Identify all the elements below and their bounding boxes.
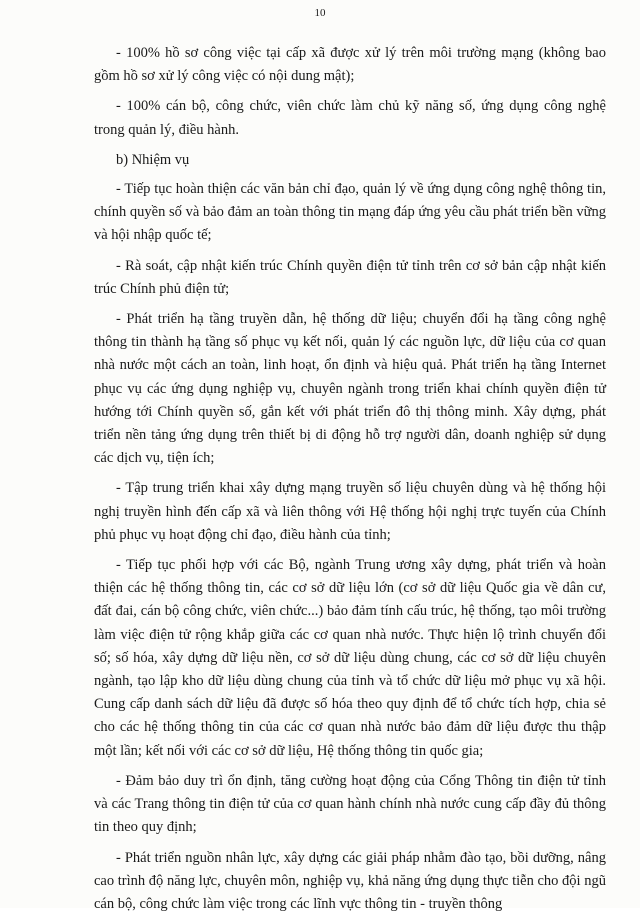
document-body	[94, 42, 606, 923]
paragraph-task-portal: - Đảm bảo duy trì ổn định, tăng cường hoạt động của Cổng Thông tin điện tử tỉnh và các Trang thông tin điện tử của cơ quan hành chính nhà nước cung cấp đầy đủ thông tin theo quy định;	[94, 772, 606, 836]
paragraph-task-databases: - Tiếp tục phối hợp với các Bộ, ngành Trung ương xây dựng, phát triển và hoàn thiện các hệ thống thông tin, các cơ sở dữ liệu lớn (cơ sở dữ liệu Quốc gia về dân cư, đất đai, cán bộ công chức, viên chức...) bảo đảm tính cấu trúc, hệ thống, tạo môi trường làm việc điện tử rộng khắp giữa các cơ quan nhà nước. Thực hiện lộ trình chuyển đổi số; số hóa, xây dựng dữ liệu nền, cơ sở dữ liệu dùng chung, các cơ sở dữ liệu chuyên ngành, tạo lập kho dữ liệu dùng chung của tỉnh và tổ chức dữ liệu mở phục vụ xã hội. Cung cấp danh sách dữ liệu đã được số hóa theo quy định để tổ chức tích hợp, chia sẻ cho các hệ thống thông tin của các cơ quan nhà nước bảo đảm dữ liệu được thu thập một lần; kết nối với các cơ sở dữ liệu, Hệ thống thông tin quốc gia;	[94, 557, 606, 759]
paragraph-task-data-network: - Tập trung triển khai xây dựng mạng truyền số liệu chuyên dùng và hệ thống hội nghị truyền hình đến cấp xã và liên thông với Hệ thống hội nghị trực tuyến của Chính phủ phục vụ hoạt động chỉ đạo, điều hành của tỉnh;	[94, 480, 606, 543]
section-heading-tasks: b) Nhiệm vụ	[116, 151, 190, 168]
paragraph-target-digital-skills: - 100% cán bộ, công chức, viên chức làm chủ kỹ năng số, ứng dụng công nghệ trong quản lý, điều hành.	[94, 98, 606, 138]
paragraph-task-legal-documents: - Tiếp tục hoàn thiện các văn bản chỉ đạo, quản lý về ứng dụng công nghệ thông tin, chính quyền số và bảo đảm an toàn thông tin mạng đáp ứng yêu cầu phát triển bền vững và hội nhập quốc tế;	[94, 181, 606, 244]
paragraph-task-human-resources: - Phát triển nguồn nhân lực, xây dựng các giải pháp nhằm đào tạo, bồi dưỡng, nâng cao trình độ năng lực, chuyên môn, nghiệp vụ, khả năng ứng dụng thực tiễn cho đội ngũ cán bộ, công chức làm việc trong các lĩnh vực thông tin - truyền thông	[94, 849, 606, 912]
page-number: 10	[314, 7, 326, 19]
paragraph-task-infrastructure: - Phát triển hạ tầng truyền dẫn, hệ thống dữ liệu; chuyển đổi hạ tầng công nghệ thông tin thành hạ tầng số phục vụ kết nối, quản lý các nguồn lực, dữ liệu của cơ quan nhà nước một cách an toàn, linh hoạt, ổn định và hiệu quả. Phát triển hạ tầng Internet phục vụ các ứng dụng nghiệp vụ, chuyên ngành trong triển khai chính quyền điện tử hướng tới Chính quyền số, gắn kết với phát triển đô thị thông minh. Xây dựng, phát triển nền tảng ứng dụng trên thiết bị di động hỗ trợ người dân, doanh nghiệp sử dụng các dịch vụ, tiện ích;	[94, 311, 606, 467]
paragraph-target-commune-records: - 100% hồ sơ công việc tại cấp xã được xử lý trên môi trường mạng (không bao gồm hồ sơ xử lý công việc có nội dung mật);	[94, 45, 606, 85]
paragraph-task-architecture-review: - Rà soát, cập nhật kiến trúc Chính quyền điện tử tỉnh trên cơ sở bản cập nhật kiến trúc Chính phủ điện tử;	[94, 257, 606, 297]
